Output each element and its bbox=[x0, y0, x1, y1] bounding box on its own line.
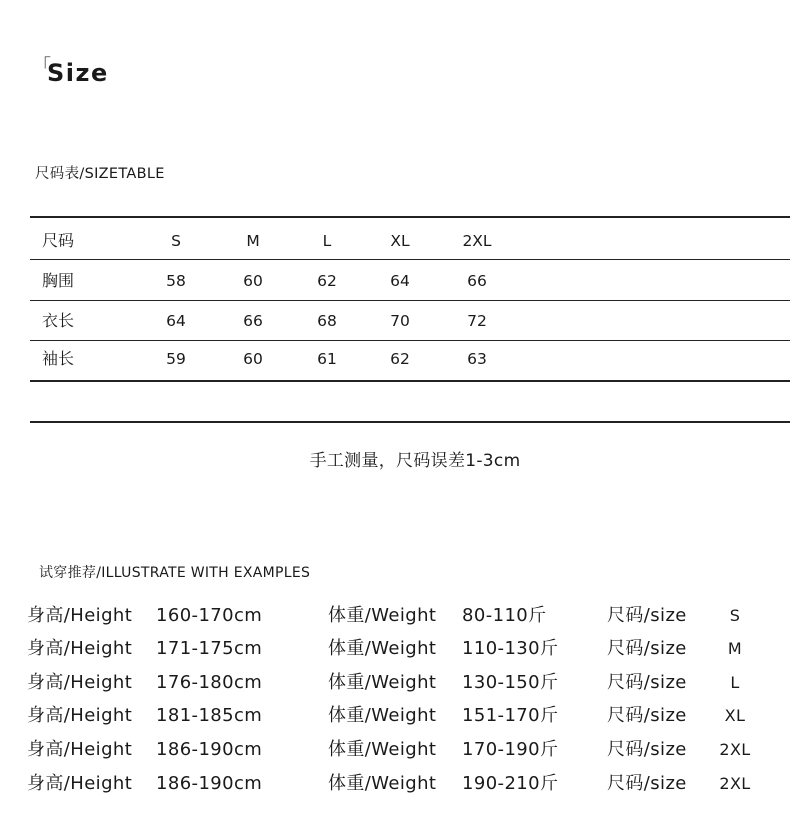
height-value: 176-180cm bbox=[156, 672, 263, 693]
height-label: 身高/Height bbox=[27, 705, 133, 726]
weight-value: 130-150斤 bbox=[462, 672, 559, 693]
size-label: 尺码/size bbox=[607, 773, 687, 794]
table-cell: 64 bbox=[166, 312, 186, 330]
row-label: 袖长 bbox=[42, 349, 75, 368]
weight-value: 170-190斤 bbox=[462, 739, 559, 760]
size-table-caption: 尺码表/SIZETABLE bbox=[35, 166, 165, 182]
size-value: L bbox=[730, 673, 740, 692]
table-divider bbox=[30, 300, 790, 301]
example-row bbox=[0, 666, 790, 700]
size-label: 尺码/size bbox=[607, 605, 687, 626]
table-cell: 70 bbox=[390, 312, 410, 330]
row-label: 胸围 bbox=[42, 271, 75, 290]
table-cell: 61 bbox=[317, 350, 337, 368]
height-value: 186-190cm bbox=[156, 739, 263, 760]
weight-value: 110-130斤 bbox=[462, 638, 559, 659]
table-cell: 72 bbox=[467, 312, 487, 330]
weight-value: 80-110斤 bbox=[462, 605, 547, 626]
example-row bbox=[0, 632, 790, 666]
column-header: L bbox=[322, 232, 332, 250]
weight-value: 151-170斤 bbox=[462, 705, 559, 726]
size-value: 2XL bbox=[719, 774, 751, 793]
table-top-rule bbox=[30, 216, 790, 218]
table-cell: 62 bbox=[317, 272, 337, 290]
column-header: M bbox=[246, 232, 260, 250]
row-label: 衣长 bbox=[42, 311, 75, 330]
size-value: M bbox=[727, 639, 743, 658]
size-value: S bbox=[729, 606, 741, 625]
column-header: XL bbox=[390, 232, 410, 250]
example-row bbox=[0, 599, 790, 633]
table-cell: 62 bbox=[390, 350, 410, 368]
table-bottom-rule bbox=[30, 380, 790, 382]
height-label: 身高/Height bbox=[27, 672, 133, 693]
column-header: 2XL bbox=[462, 232, 492, 250]
table-row bbox=[0, 302, 790, 340]
size-label: 尺码/size bbox=[607, 705, 687, 726]
height-value: 171-175cm bbox=[156, 638, 263, 659]
table-cell: 63 bbox=[467, 350, 487, 368]
table-footer-rule bbox=[30, 421, 790, 423]
size-value: 2XL bbox=[719, 740, 751, 759]
height-label: 身高/Height bbox=[27, 638, 133, 659]
weight-label: 体重/Weight bbox=[328, 705, 437, 726]
table-cell: 68 bbox=[317, 312, 337, 330]
height-value: 181-185cm bbox=[156, 705, 263, 726]
weight-label: 体重/Weight bbox=[328, 605, 437, 626]
weight-label: 体重/Weight bbox=[328, 773, 437, 794]
corner-bracket: 「 bbox=[33, 56, 51, 77]
table-row bbox=[0, 340, 790, 378]
height-label: 身高/Height bbox=[27, 605, 133, 626]
size-label: 尺码/size bbox=[607, 672, 687, 693]
weight-label: 体重/Weight bbox=[328, 672, 437, 693]
page-title: Size bbox=[47, 59, 109, 87]
weight-label: 体重/Weight bbox=[328, 638, 437, 659]
size-label: 尺码/size bbox=[607, 739, 687, 760]
size-label: 尺码/size bbox=[607, 638, 687, 659]
column-header: S bbox=[171, 232, 181, 250]
column-header-size: 尺码 bbox=[42, 231, 75, 250]
table-cell: 66 bbox=[467, 272, 487, 290]
height-value: 186-190cm bbox=[156, 773, 263, 794]
table-cell: 58 bbox=[166, 272, 186, 290]
example-row bbox=[0, 733, 790, 767]
table-cell: 66 bbox=[243, 312, 263, 330]
size-value: XL bbox=[724, 706, 746, 725]
table-cell: 60 bbox=[243, 272, 263, 290]
table-cell: 59 bbox=[166, 350, 186, 368]
table-header-row bbox=[0, 222, 790, 260]
measurement-note: 手工测量，尺码误差1-3cm bbox=[309, 451, 521, 471]
examples-caption: 试穿推荐/ILLUSTRATE WITH EXAMPLES bbox=[39, 565, 311, 581]
height-label: 身高/Height bbox=[27, 773, 133, 794]
height-value: 160-170cm bbox=[156, 605, 263, 626]
example-row bbox=[0, 699, 790, 733]
table-row bbox=[0, 262, 790, 300]
table-cell: 64 bbox=[390, 272, 410, 290]
table-cell: 60 bbox=[243, 350, 263, 368]
weight-value: 190-210斤 bbox=[462, 773, 559, 794]
example-row bbox=[0, 767, 790, 801]
weight-label: 体重/Weight bbox=[328, 739, 437, 760]
height-label: 身高/Height bbox=[27, 739, 133, 760]
